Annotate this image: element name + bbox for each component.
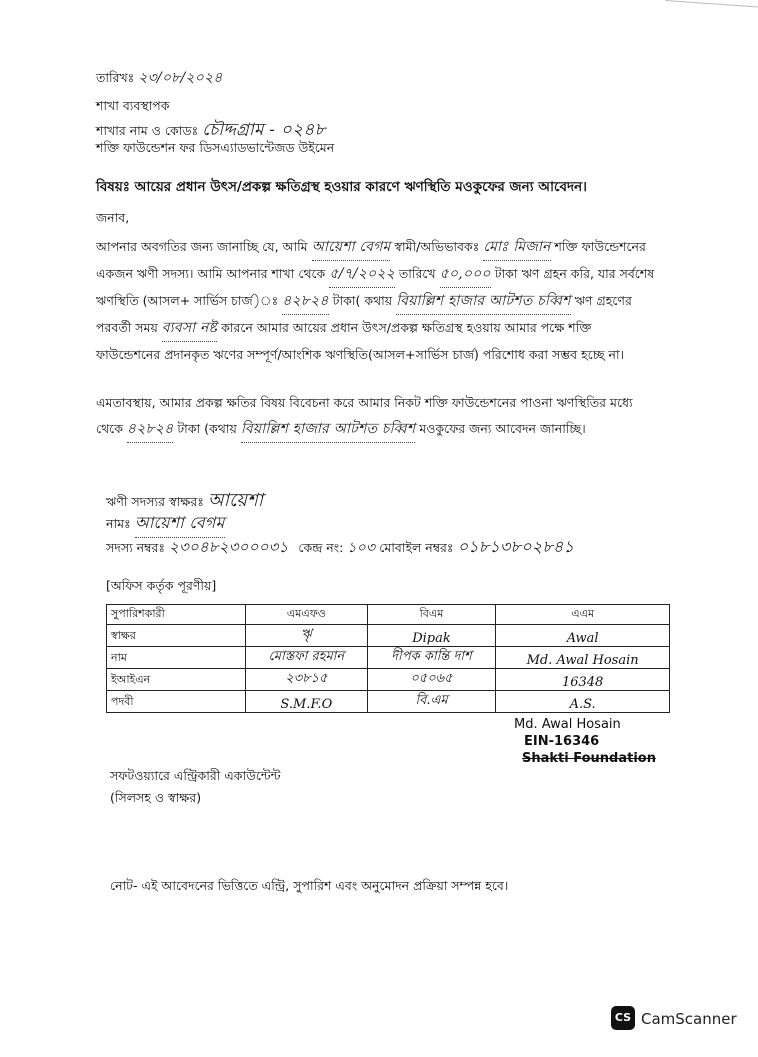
office-use-note: [অফিস কর্তৃক পূরণীয়] [106, 578, 217, 593]
p1-text-4: তারিখে [398, 266, 436, 281]
loan-date-field: ৫/৭/২০২২ [329, 261, 395, 288]
camscanner-logo-icon: CS [611, 1006, 635, 1030]
approval-table [106, 604, 670, 713]
member-signature-label: ঋণী সদস্যর স্বাক্ষরঃ [106, 494, 204, 509]
page-edge-line [665, 0, 758, 15]
body-paragraph-1 [96, 234, 656, 368]
row-label: পদবী [107, 691, 246, 713]
header-cell: সুপারিশকারী [107, 605, 246, 625]
camscanner-watermark: CamScanner [641, 1010, 737, 1028]
salutation: জনাব, [96, 210, 130, 225]
body-paragraph-2 [96, 390, 656, 443]
header-cell: বিএম [367, 605, 496, 625]
p1-text-1: আপনার অবগতির জন্য জানাচ্ছি যে, আমি [96, 239, 308, 254]
organization-line: শক্তি ফাউন্ডেশন ফর ডিসএ্যাডভান্টেজড উইমেন [96, 140, 335, 155]
ein-cell: ০৫০৬৫ [367, 669, 496, 691]
center-value: ১০৩ [347, 540, 376, 556]
date-label: তারিখঃ [96, 70, 135, 85]
designation-cell: বি.এম [367, 691, 496, 713]
loan-amount-field: ৫০,০০০ [440, 261, 491, 288]
member-name-value: আয়েশা বেগম [135, 510, 225, 538]
table-row [107, 669, 670, 691]
mobile-label: মোবাইল নম্বরঃ [379, 540, 454, 555]
branch-label: শাখার নাম ও কোডঃ [96, 123, 199, 138]
stamp-name: Md. Awal Hosain [514, 717, 621, 732]
p2-text-3: মওকুফের জন্য আবেদন জানাচ্ছি। [419, 421, 586, 436]
name-cell: Md. Awal Hosain [496, 647, 670, 669]
signature-cell: Awal [496, 625, 670, 647]
ein-cell: ২৩৮১৫ [246, 669, 368, 691]
center-label: কেন্দ্র নং [298, 540, 340, 555]
waive-amount-words-field: বিয়াল্লিশ হাজার আটশত চব্বিশ [241, 416, 415, 443]
header-cell: এএম [496, 605, 670, 625]
table-row [107, 625, 670, 647]
p2-text-1: এমতাবস্থায়, আমার প্রকল্প ক্ষতির বিষয় বিবেচনা করে আমার নিকট শক্তি ফাউন্ডেশনের পাওনা ঋণস্থিতির মধ্যে থেকে [96, 395, 633, 436]
designation-cell: S.M.F.O [246, 691, 368, 713]
member-name-label: নামঃ [106, 516, 131, 531]
subject-line: বিষয়ঃ আয়ের প্রধান উৎস/প্রকল্প ক্ষতিগ্রস্থ হওয়ার কারণে ঋণস্থিতি মওকুফের জন্য আবেদন। [96, 179, 587, 195]
stamp-org: Shakti Foundation [522, 751, 656, 766]
addressee: শাখা ব্যবস্থাপক [96, 98, 170, 113]
date-line [96, 66, 223, 90]
designation-cell: A.S. [496, 691, 670, 713]
member-number-value: ২৩০৪৮২৩০০০৩১ [169, 538, 289, 556]
officer-stamp [514, 716, 656, 767]
footer-note: নোট- এই আবেদনের ভিত্তিতে এন্ট্রি, সুপারিশ এবং অনুমোদন প্রক্রিয়া সম্পন্ন হবে। [110, 878, 509, 893]
software-entry-label: সফটওয়্যারে এন্ট্রিকারী একাউন্টেন্ট [110, 768, 281, 783]
guardian-field: মোঃ মিজান [483, 234, 550, 261]
p1-text-2: স্বামী/অভিভাবকঃ [394, 239, 480, 254]
ein-cell: 16348 [496, 669, 670, 691]
stamp-ein: EIN-16346 [524, 734, 600, 749]
name-cell: দীপক কান্তি দাশ [367, 647, 496, 669]
member-number-line: সদস্য নম্বরঃ ২৩০৪৮২৩০০০৩১ কেন্দ্র নং: ১০৩ মোবাইল নম্বরঃ ০১৮১৩৮০২৮৪১ [106, 537, 575, 556]
waive-amount-field: ৪২৮২৪ [127, 416, 173, 443]
p1-text-8: কারনে আমার আয়ের প্রধান উৎস/প্রকল্প ক্ষতিগ্রস্থ হওয়ায় আমার পক্ষে শক্তি ফাউন্ডেশনের প্রদানকৃত ঋণের সম্পূর্ণ/আংশিক ঋণস্থিতি(আসল+সার্ভিস চার্জ) পরিশোধ করা সম্ভব হচ্ছে না। [96, 320, 625, 362]
table-header-row [107, 605, 670, 625]
signature-cell: Dipak [367, 625, 496, 647]
member-number-label: সদস্য নম্বরঃ [106, 540, 166, 555]
mobile-value: ০১৮১৩৮০২৮৪১ [457, 537, 575, 556]
reason-field: ব্যবসা নষ্ট [162, 315, 217, 342]
software-entry-sub: (সিলসহ ও স্বাক্ষর) [110, 790, 202, 805]
row-label: ইআইএন [107, 669, 246, 691]
p1-text-7: ঋণ গ্রহণের পরবর্তী সময় [96, 293, 632, 335]
branch-value: চৌদ্দগ্রাম - ০২৪৮ [202, 120, 326, 140]
p1-text-6: টাকা( কথায় [332, 293, 393, 308]
member-signature: আয়েশা [207, 490, 264, 511]
name-cell: মোস্তফা রহমান [246, 647, 368, 669]
table-row [107, 691, 670, 713]
row-label: নাম [107, 647, 246, 669]
outstanding-field: ৪২৮২৪ [282, 288, 328, 315]
table-row [107, 647, 670, 669]
p1-text-3: শক্তি ফাউন্ডেশনের একজন ঋণী সদস্য। আমি আপনার শাখা থেকে [96, 239, 646, 281]
date-value: ২৩/০৮/২০২৪ [138, 70, 223, 86]
header-cell: এমএফও [246, 605, 368, 625]
p2-text-2: টাকা (কথায় [177, 421, 237, 436]
outstanding-words-field: বিয়াল্লিশ হাজার আটশত চব্বিশ [396, 288, 570, 315]
signature-cell: ৠ [246, 625, 368, 647]
member-name-field: আয়েশা বেগম [312, 234, 391, 261]
row-label: স্বাক্ষর [107, 625, 246, 647]
p1-text-5: টাকা ঋণ গ্রহন করি, যার সর্বশেষ ঋণস্থিতি (আসল+ সার্ভিস চার্জ)ঃ [96, 266, 655, 308]
